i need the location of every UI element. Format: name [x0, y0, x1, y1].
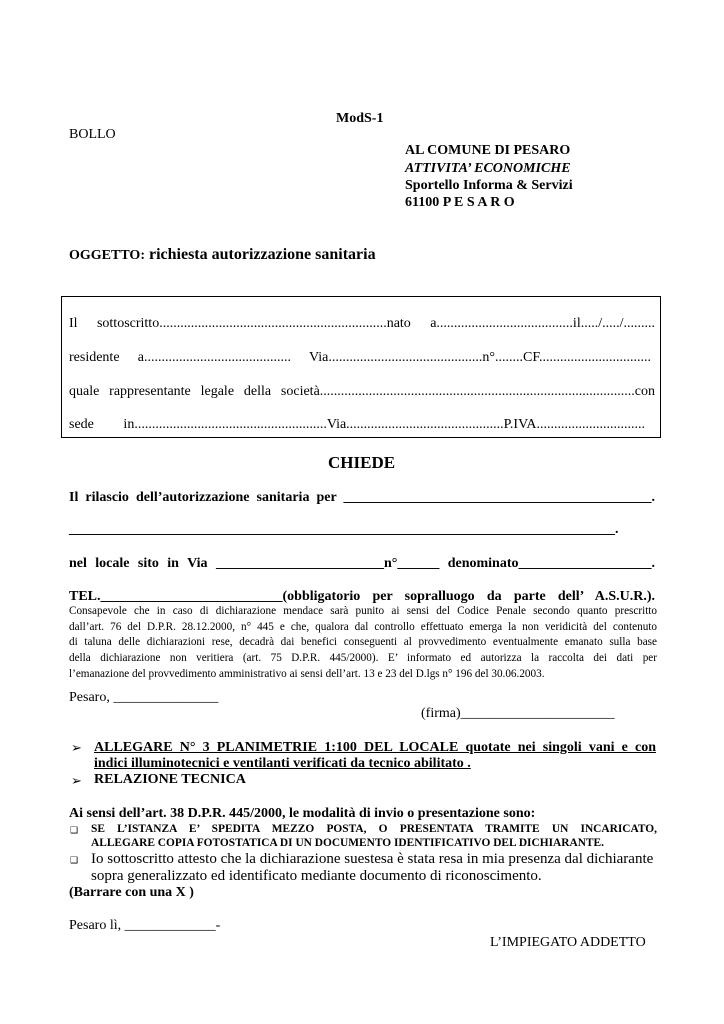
request-heading: CHIEDE: [328, 453, 396, 472]
addressee-line1: AL COMUNE DI PESARO: [405, 143, 571, 158]
applicant-line-residence[interactable]: residente a.......................................... Via............................................n°........CF................................: [69, 350, 651, 365]
subject-label: OGGETTO:: [69, 248, 145, 263]
attachment-item2: RELAZIONE TECNICA: [94, 772, 246, 787]
applicant-line-name[interactable]: Il sottoscritto.................................................................nato a.......................................il...../...../.........: [69, 316, 655, 331]
applicant-line-company[interactable]: quale rappresentante legale della società..........................................................................................con: [69, 384, 655, 399]
request-line2[interactable]: ______________________________________________________________________________.: [69, 522, 619, 537]
attachment-item1-line2: indici illuminotecnici e ventilanti verificati da tecnico abilitato .: [94, 756, 471, 771]
subject-text: richiesta autorizzazione sanitaria: [144, 246, 376, 263]
checkbox-icon[interactable]: ❑: [70, 856, 79, 866]
declaration-line: della dichiarazione non veritiera (art. 75 D.P.R. 445/2000). E’ informato ed autorizza la raccolta dei dati per: [69, 652, 657, 665]
applicant-line-seat[interactable]: sede in.......................................................Via.............................................P.IVA...............................: [69, 417, 645, 432]
request-tel[interactable]: TEL.__________________________(obbligatorio per sopralluogo da parte dell’ A.S.U.R.).: [69, 589, 655, 604]
submission-option1-line2: ALLEGARE COPIA FOTOSTATICA DI UN DOCUMENTO IDENTIFICATIVO DEL DICHIARANTE.: [91, 837, 604, 849]
footer-clerk: L’IMPIEGATO ADDETTO: [490, 935, 646, 950]
submission-heading: Ai sensi dell’art. 38 D.P.R. 445/2000, le modalità di invio o presentazione sono:: [69, 806, 536, 821]
declaration-line: dall’art. 76 del D.P.R. 28.12.2000, n° 445 e che, qualora dal controllo effettuato emerga la non veridicità del contenuto: [69, 620, 657, 633]
signature-place-date[interactable]: Pesaro, _______________: [69, 690, 219, 705]
declaration-line: Consapevole che in caso di dichiarazione mendace sarà punito ai sensi del Codice Penale secondo quanto prescritto: [69, 605, 657, 617]
request-line1[interactable]: Il rilascio dell’autorizzazione sanitaria per ____________________________________________.: [69, 490, 655, 505]
signature-firma[interactable]: (firma)______________________: [421, 706, 615, 721]
submission-option1-line1: SE L’ISTANZA E’ SPEDITA MEZZO POSTA, O PRESENTATA TRAMITE UN INCARICATO,: [91, 823, 657, 835]
declaration-paragraph: [69, 604, 657, 683]
addressee-line2: ATTIVITA’ ECONOMICHE: [405, 161, 571, 176]
bollo-label: BOLLO: [69, 127, 116, 142]
addressee-line4: 61100 P E S A R O: [405, 195, 515, 210]
footer-place-date[interactable]: Pesaro lì, _____________-: [69, 918, 221, 933]
declaration-line: di taluna delle dichiarazioni rese, decadrà dai benefici conseguenti al provvedimento eventualmente emanato sulla base: [69, 636, 657, 649]
arrow-bullet-icon: ➢: [71, 741, 82, 756]
attachment-item1-line1: ALLEGARE N° 3 PLANIMETRIE 1:100 DEL LOCALE quotate nei singoli vani e con: [94, 740, 656, 755]
submission-option2-line2: sopra generalizzato ed identificato mediante documento di riconoscimento.: [91, 868, 542, 884]
subject-line: [69, 246, 376, 264]
declaration-line: l’emanazione del provvedimento amministrativo ai sensi dell’art. 13 e 23 del D.lgs n° 196 del 30.06.2003.: [69, 667, 545, 680]
addressee-line3: Sportello Informa & Servizi: [405, 178, 573, 193]
submission-option2-line1: Io sottoscritto attesto che la dichiarazione suestesa è stata resa in mia presenza dal dichiarante: [91, 851, 654, 867]
submission-instruction: (Barrare con una X ): [69, 885, 194, 900]
checkbox-icon[interactable]: ❑: [70, 826, 79, 836]
request-line3[interactable]: nel locale sito in Via ________________________n°______ denominato___________________.: [69, 556, 655, 571]
arrow-bullet-icon: ➢: [71, 774, 82, 789]
form-code: ModS-1: [336, 111, 384, 126]
